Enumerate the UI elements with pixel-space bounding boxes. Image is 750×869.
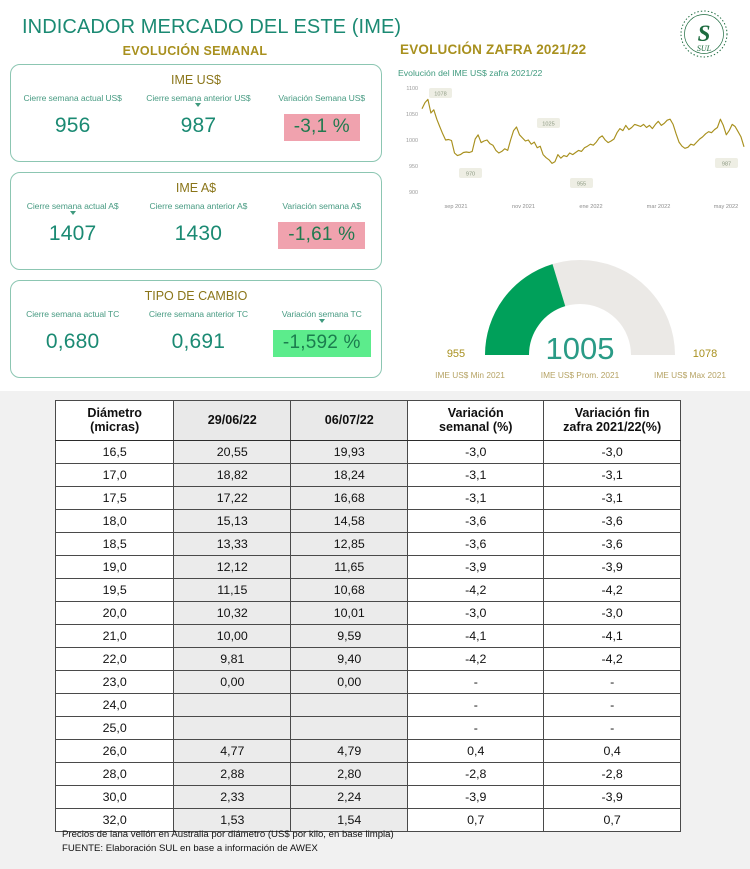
table-cell: 26,0 (56, 740, 174, 763)
sul-logo (676, 8, 732, 60)
data-label (570, 178, 593, 188)
kpi-col-cierre-actual (11, 201, 134, 249)
table-cell: 19,0 (56, 556, 174, 579)
table-cell: 10,01 (291, 602, 408, 625)
table-cell (291, 694, 408, 717)
table-cell: 9,81 (174, 648, 291, 671)
table-cell: -3,1 (408, 464, 544, 487)
table-row (56, 464, 681, 487)
kpi-col-label: Cierre semana anterior A$ (149, 201, 248, 211)
kpi-col-cierre-anterior (134, 93, 262, 141)
table-cell: -3,0 (408, 441, 544, 464)
table-cell: 11,15 (174, 579, 291, 602)
table-cell: -4,2 (408, 648, 544, 671)
data-label (715, 158, 738, 168)
x-tick-label: ene 2022 (579, 204, 603, 210)
table-row (56, 579, 681, 602)
table-cell: -2,8 (408, 763, 544, 786)
table-cell: 18,5 (56, 533, 174, 556)
table-header-diametro: Diámetro (micras) (56, 401, 174, 441)
table-cell: -3,9 (544, 556, 681, 579)
table-row (56, 671, 681, 694)
section-title-evolucion-zafra: EVOLUCIÓN ZAFRA 2021/22 (400, 42, 587, 57)
y-tick-label: 1100 (406, 86, 418, 92)
table-cell: 4,77 (174, 740, 291, 763)
gauge-min-label: 955 (446, 348, 466, 360)
table-row (56, 556, 681, 579)
table-cell: -4,1 (544, 625, 681, 648)
table-row (56, 717, 681, 740)
table-cell: 16,5 (56, 441, 174, 464)
table-cell: 15,13 (174, 510, 291, 533)
table-cell: 21,0 (56, 625, 174, 648)
y-tick-label: 900 (409, 190, 418, 196)
section-title-evolucion-semanal: EVOLUCIÓN SEMANAL (122, 44, 268, 58)
wool-price-table (55, 400, 681, 832)
table-cell: -3,6 (408, 533, 544, 556)
table-cell: 0,00 (174, 671, 291, 694)
kpi-col-variacion (263, 309, 382, 357)
sort-caret-icon[interactable] (319, 319, 325, 323)
svg-text:SUL: SUL (696, 44, 712, 53)
table-cell: -4,2 (408, 579, 544, 602)
x-tick-label: mar 2022 (646, 204, 671, 210)
table-cell: -3,9 (408, 556, 544, 579)
table-body (56, 441, 681, 832)
table-cell: -3,6 (544, 533, 681, 556)
kpi-col-value: 987 (180, 114, 217, 137)
table-cell: -3,1 (408, 487, 544, 510)
table-header-date-1: 29/06/22 (174, 401, 291, 441)
table-header-variacion-fin-zafra: Variación fin zafra 2021/22(%) (544, 401, 681, 441)
kpi-col-value: 0,691 (171, 330, 226, 353)
svg-text:987: 987 (721, 161, 732, 168)
table-cell: 10,00 (174, 625, 291, 648)
table-cell: -3,9 (408, 786, 544, 809)
table-row (56, 487, 681, 510)
table-row (56, 533, 681, 556)
table-cell: - (544, 717, 681, 740)
table-cell: -4,2 (544, 648, 681, 671)
x-tick-label: nov 2021 (511, 204, 536, 210)
table-cell: 20,0 (56, 602, 174, 625)
kpi-card-tipo-de-cambio (10, 280, 382, 378)
table-cell: 0,4 (408, 740, 544, 763)
kpi-col-label: Cierre semana actual US$ (23, 93, 122, 103)
kpi-col-label: Variación Semana US$ (278, 93, 366, 103)
table-cell: 1,54 (291, 809, 408, 832)
gauge-max-label: 1078 (692, 348, 718, 360)
card-title: IME A$ (175, 181, 217, 195)
table-cell: 10,32 (174, 602, 291, 625)
data-label (537, 118, 560, 128)
line-chart-title: Evolución del IME US$ zafra 2021/22 (398, 68, 543, 78)
footnote-line-1: Precios de lana vellón en Australia por diámetro (US$ por kilo, en base limpia) (62, 829, 394, 840)
kpi-card-ime-aud (10, 172, 382, 270)
table-cell: -3,9 (544, 786, 681, 809)
table-row (56, 786, 681, 809)
table-cell (174, 694, 291, 717)
table-cell: -3,6 (408, 510, 544, 533)
table-cell: 12,12 (174, 556, 291, 579)
line-chart-series (422, 99, 744, 163)
table-cell: 12,85 (291, 533, 408, 556)
kpi-col-cierre-anterior (134, 201, 262, 249)
kpi-col-variacion (263, 201, 382, 249)
table-cell: - (408, 717, 544, 740)
kpi-col-cierre-anterior (134, 309, 262, 357)
kpi-card-ime-usd (10, 64, 382, 162)
table-cell: 2,33 (174, 786, 291, 809)
table-cell: 0,4 (544, 740, 681, 763)
sort-caret-icon[interactable] (195, 103, 201, 107)
gauge-caption-min: IME US$ Min 2021 (435, 370, 505, 380)
table-cell: 10,68 (291, 579, 408, 602)
table-cell: 0,7 (544, 809, 681, 832)
table-cell: 9,59 (291, 625, 408, 648)
table-cell: 0,00 (291, 671, 408, 694)
table-cell: 18,24 (291, 464, 408, 487)
table-cell (174, 717, 291, 740)
table-cell: 18,0 (56, 510, 174, 533)
table-cell: 18,82 (174, 464, 291, 487)
table-cell: -3,0 (544, 602, 681, 625)
table-cell: - (544, 694, 681, 717)
gauge-caption-prom: IME US$ Prom. 2021 (540, 370, 620, 380)
line-chart-x-axis (444, 204, 738, 210)
table-cell: 16,68 (291, 487, 408, 510)
kpi-col-label: Variación semana TC (281, 309, 362, 319)
line-chart-y-axis (406, 86, 418, 196)
kpi-col-label: Cierre semana anterior TC (148, 309, 248, 319)
table-cell: 1,53 (174, 809, 291, 832)
sort-caret-icon[interactable] (70, 211, 76, 215)
table-row (56, 441, 681, 464)
table-cell: 0,7 (408, 809, 544, 832)
variation-badge: -1,592 % (273, 330, 371, 357)
kpi-col-label: Cierre semana actual A$ (26, 201, 119, 211)
gauge-caption-max: IME US$ Max 2021 (654, 370, 726, 380)
svg-text:970: 970 (465, 171, 476, 178)
table-row (56, 602, 681, 625)
kpi-col-value: 0,680 (45, 330, 100, 353)
table-cell: 11,65 (291, 556, 408, 579)
table-cell: 32,0 (56, 809, 174, 832)
x-tick-label: may 2022 (713, 204, 739, 210)
card-title: TIPO DE CAMBIO (144, 289, 248, 303)
table-row (56, 763, 681, 786)
line-chart (396, 80, 746, 220)
table-cell: -3,1 (544, 487, 681, 510)
table-header-date-2: 06/07/22 (291, 401, 408, 441)
table-cell: 14,58 (291, 510, 408, 533)
table-cell: -4,1 (408, 625, 544, 648)
page-title: INDICADOR MERCADO DEL ESTE (IME) (22, 16, 402, 38)
data-label (459, 168, 482, 178)
footnotes (62, 828, 394, 856)
kpi-col-value: 956 (54, 114, 91, 137)
svg-text:955: 955 (576, 181, 587, 188)
table-cell: 23,0 (56, 671, 174, 694)
table-row (56, 625, 681, 648)
table-header-row (56, 401, 681, 441)
kpi-col-label: Cierre semana anterior US$ (146, 93, 251, 103)
table-cell: - (544, 671, 681, 694)
table-cell: - (408, 671, 544, 694)
y-tick-label: 950 (409, 164, 418, 170)
table-cell: 30,0 (56, 786, 174, 809)
table-cell: 2,88 (174, 763, 291, 786)
logo-monogram: S (697, 21, 711, 46)
table-cell: 17,0 (56, 464, 174, 487)
svg-text:1078: 1078 (434, 91, 447, 98)
table-cell: 17,22 (174, 487, 291, 510)
gauge-value-label: 1005 (545, 331, 615, 366)
table-cell: 17,5 (56, 487, 174, 510)
table-cell: 13,33 (174, 533, 291, 556)
table-cell: 2,24 (291, 786, 408, 809)
data-label (429, 88, 452, 98)
table-cell: 25,0 (56, 717, 174, 740)
variation-badge: -3,1 % (284, 114, 360, 141)
table-cell: 24,0 (56, 694, 174, 717)
table-cell: -3,0 (408, 602, 544, 625)
kpi-col-value: 1407 (48, 222, 97, 245)
kpi-col-cierre-actual (11, 309, 134, 357)
table-cell: -3,1 (544, 464, 681, 487)
table-cell: -3,0 (544, 441, 681, 464)
table-cell: 19,93 (291, 441, 408, 464)
y-tick-label: 1000 (406, 138, 418, 144)
x-tick-label: sep 2021 (444, 204, 468, 210)
table-cell: 4,79 (291, 740, 408, 763)
table-row (56, 740, 681, 763)
table-row (56, 648, 681, 671)
kpi-col-variacion (263, 93, 382, 141)
kpi-col-cierre-actual (11, 93, 134, 141)
table-cell: 28,0 (56, 763, 174, 786)
table-row (56, 694, 681, 717)
table-cell: 19,5 (56, 579, 174, 602)
table-header-variacion-semanal: Variación semanal (%) (408, 401, 544, 441)
card-title: IME US$ (170, 73, 221, 87)
table-cell: - (408, 694, 544, 717)
table-cell: 2,80 (291, 763, 408, 786)
table-cell: -2,8 (544, 763, 681, 786)
table-cell: 20,55 (174, 441, 291, 464)
table-cell: 22,0 (56, 648, 174, 671)
footnote-line-2: FUENTE: Elaboración SUL en base a información de AWEX (62, 842, 318, 854)
table-row (56, 510, 681, 533)
table-cell (291, 717, 408, 740)
table-cell: -3,6 (544, 510, 681, 533)
y-tick-label: 1050 (406, 112, 418, 118)
kpi-col-label: Cierre semana actual TC (26, 309, 120, 319)
table-cell: 9,40 (291, 648, 408, 671)
variation-badge: -1,61 % (278, 222, 365, 249)
svg-text:1025: 1025 (542, 121, 555, 128)
kpi-col-value: 1430 (174, 222, 223, 245)
kpi-col-label: Variación semana A$ (282, 201, 362, 211)
table-cell: -4,2 (544, 579, 681, 602)
gauge-chart (418, 222, 738, 382)
